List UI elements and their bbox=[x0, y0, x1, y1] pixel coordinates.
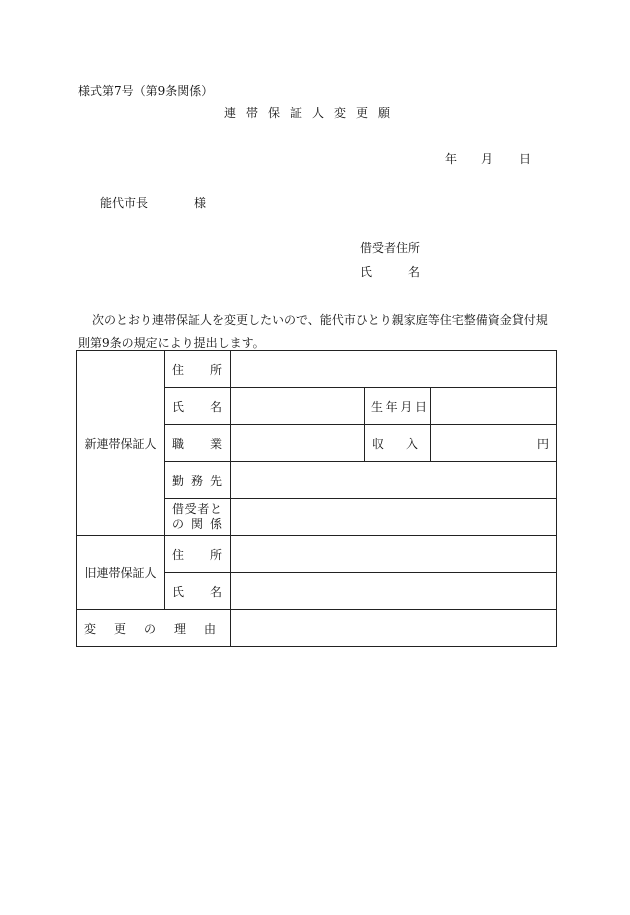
applicant-address-label: 借受者住所 bbox=[360, 241, 421, 255]
applicant-name-label bbox=[360, 265, 420, 279]
addressee-honorific: 様 bbox=[194, 196, 207, 210]
workplace-label: 勤 務 先 bbox=[165, 462, 231, 499]
addressee bbox=[100, 196, 206, 210]
old-name-label: 氏 名 bbox=[165, 573, 231, 610]
date-month-label: 月 bbox=[481, 152, 494, 166]
old-address-field[interactable] bbox=[231, 536, 557, 573]
date-day-label: 日 bbox=[519, 152, 532, 166]
new-address-label: 住 所 bbox=[165, 351, 231, 388]
applicant-name-char-1: 氏 bbox=[360, 265, 373, 279]
birthdate-field[interactable] bbox=[431, 388, 557, 425]
relation-field[interactable] bbox=[231, 499, 557, 536]
new-guarantor-label: 新連帯保証人 bbox=[77, 351, 165, 536]
applicant-name-char-2: 名 bbox=[408, 265, 421, 279]
income-field[interactable] bbox=[431, 425, 557, 462]
old-address-row bbox=[77, 536, 557, 573]
document-title: 連帯保証人変更願 bbox=[224, 106, 401, 120]
date-year-label: 年 bbox=[445, 152, 458, 166]
relation-label: 借 受 者 と の 関 係 bbox=[165, 499, 231, 536]
old-name-field[interactable] bbox=[231, 573, 557, 610]
old-address-label: 住 所 bbox=[165, 536, 231, 573]
new-name-label: 氏 名 bbox=[165, 388, 231, 425]
yen-unit: 円 bbox=[537, 436, 550, 451]
income-label: 収 入 bbox=[365, 425, 431, 462]
guarantor-change-table bbox=[76, 350, 557, 647]
new-name-field[interactable] bbox=[231, 388, 365, 425]
workplace-field[interactable] bbox=[231, 462, 557, 499]
reason-field[interactable] bbox=[231, 610, 557, 647]
birthdate-label: 生年月日 bbox=[365, 388, 431, 425]
new-address-row bbox=[77, 351, 557, 388]
reason-label: 変 更 の 理 由 bbox=[77, 610, 231, 647]
new-address-field[interactable] bbox=[231, 351, 557, 388]
occupation-label: 職 業 bbox=[165, 425, 231, 462]
reason-row bbox=[77, 610, 557, 647]
occupation-field[interactable] bbox=[231, 425, 365, 462]
old-guarantor-label: 旧連帯保証人 bbox=[77, 536, 165, 610]
addressee-name: 能代市長 bbox=[100, 196, 149, 210]
body-text: 次のとおり連帯保証人を変更したいので、能代市ひとり親家庭等住宅整備資金貸付規則第9条の規定により提出します。 bbox=[78, 313, 548, 350]
date-line bbox=[445, 152, 531, 166]
form-number: 様式第7号（第9条関係） bbox=[78, 84, 214, 98]
